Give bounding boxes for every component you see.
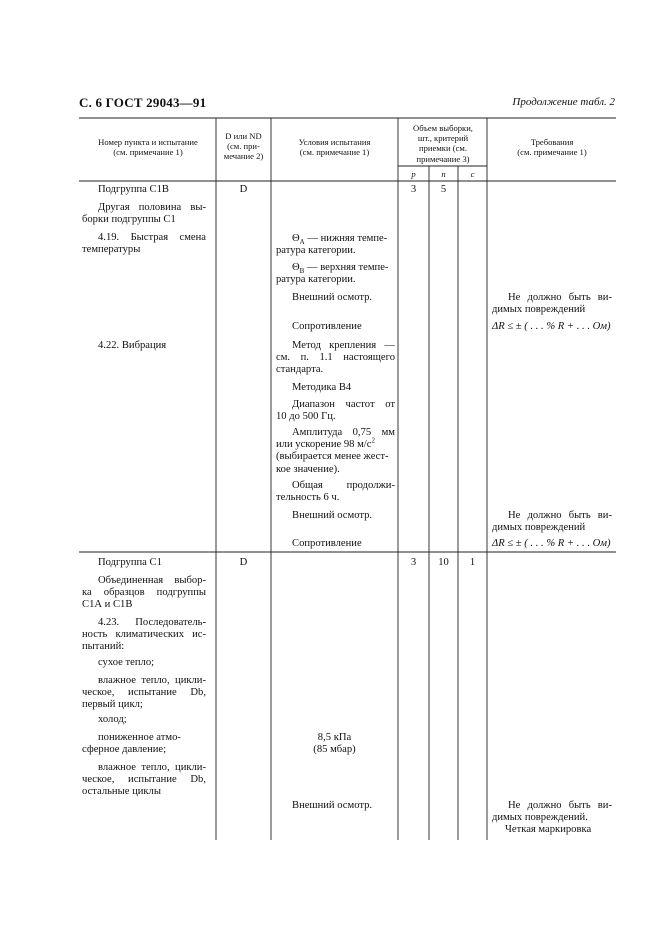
group1-title: Подгруппа С1В bbox=[98, 184, 169, 195]
resistance-1: Сопротивление bbox=[292, 321, 362, 332]
group1-p: 3 bbox=[410, 184, 417, 195]
group2-dnd: D bbox=[239, 557, 248, 568]
dry-heat: сухое тепло; bbox=[98, 657, 155, 668]
frequency-condition: Диапазон частот от 10 до 500 Гц. bbox=[276, 399, 395, 423]
mount-condition: Метод крепления — см. п. 1.1 настоящего стандарта. bbox=[276, 340, 395, 376]
continuation-label: Продолжение табл. 2 bbox=[512, 96, 615, 108]
theta-a-condition: $\Theta_A$ — нижняя темпе- ратура категории. bbox=[276, 233, 388, 257]
col-header-c: c bbox=[470, 169, 475, 179]
damp-heat-rest: влажное тепло, цикли- ческое, испытание Db, остальные циклы bbox=[82, 762, 206, 798]
col-header-dnd: D или ND (см. при- мечание 2) bbox=[223, 131, 264, 162]
test-4-23: 4.23. Последователь- ность климатических ис- пытаний: bbox=[82, 617, 206, 653]
req-visual-3: Не должно быть ви- димых повреждений. Четкая маркировка bbox=[492, 800, 612, 836]
theta-b-condition: $\Theta_B$ — верхняя темпе- ратура категории. bbox=[276, 262, 389, 286]
page-header: С. 6 ГОСТ 29043—91 bbox=[79, 95, 207, 110]
col-header-sample: Объем выборки, шт., критерий приемки (см. примечание 3) bbox=[413, 123, 473, 164]
group1-n: 5 bbox=[440, 184, 447, 195]
group2-desc: Объединенная выбор- ка образцов подгруппы С1А и С1В bbox=[82, 575, 206, 611]
col-header-conditions: Условия испытания (см. примечание 1) bbox=[298, 137, 371, 158]
group2-title: Подгруппа С1 bbox=[98, 557, 162, 568]
test-4-19: 4.19. Быстрая смена температуры bbox=[82, 232, 206, 256]
req-visual-1: Не должно быть ви- димых повреждений bbox=[492, 292, 612, 316]
col-header-n: n bbox=[441, 169, 446, 179]
low-pressure-value: 8,5 кПа (85 мбар) bbox=[313, 732, 356, 756]
group2-n: 10 bbox=[438, 557, 449, 568]
amplitude-condition: Амплитуда 0,75 мм или ускорение 98 $м/с^2$ (выбирается менее жест- кое значение). bbox=[276, 427, 395, 475]
low-pressure: пониженное атмо- сферное давление; bbox=[82, 732, 181, 756]
visual-inspection-3: Внешний осмотр. bbox=[292, 800, 373, 811]
method-condition: Методика В4 bbox=[292, 382, 352, 393]
req-resistance-2: ΔR ≤ ± ( . . . % R + . . . Ом) bbox=[492, 538, 611, 549]
cold: холод; bbox=[98, 714, 127, 725]
col-header-requirements: Требования (см. примечание 1) bbox=[517, 137, 587, 158]
group2-p: 3 bbox=[410, 557, 417, 568]
group1-desc: Другая половина вы- борки подгруппы С1 bbox=[82, 202, 206, 226]
req-resistance-1: ΔR ≤ ± ( . . . % R + . . . Ом) bbox=[492, 321, 611, 332]
visual-inspection-2: Внешний осмотр. bbox=[292, 510, 373, 521]
test-4-22: 4.22. Вибрация bbox=[98, 340, 167, 351]
col-header-item: Номер пункта и испытание (см. примечание 1) bbox=[98, 137, 198, 158]
col-header-p: p bbox=[411, 169, 416, 179]
group1-dnd: D bbox=[239, 184, 248, 195]
group2-c: 1 bbox=[469, 557, 476, 568]
visual-inspection-1: Внешний осмотр. bbox=[292, 292, 373, 303]
duration-condition: Общая продолжи- тельность 6 ч. bbox=[276, 480, 395, 504]
damp-heat-first: влажное тепло, цикли- ческое, испытание Db, первый цикл; bbox=[82, 675, 206, 711]
req-visual-2: Не должно быть ви- димых повреждений bbox=[492, 510, 612, 534]
resistance-2: Сопротивление bbox=[292, 538, 362, 549]
